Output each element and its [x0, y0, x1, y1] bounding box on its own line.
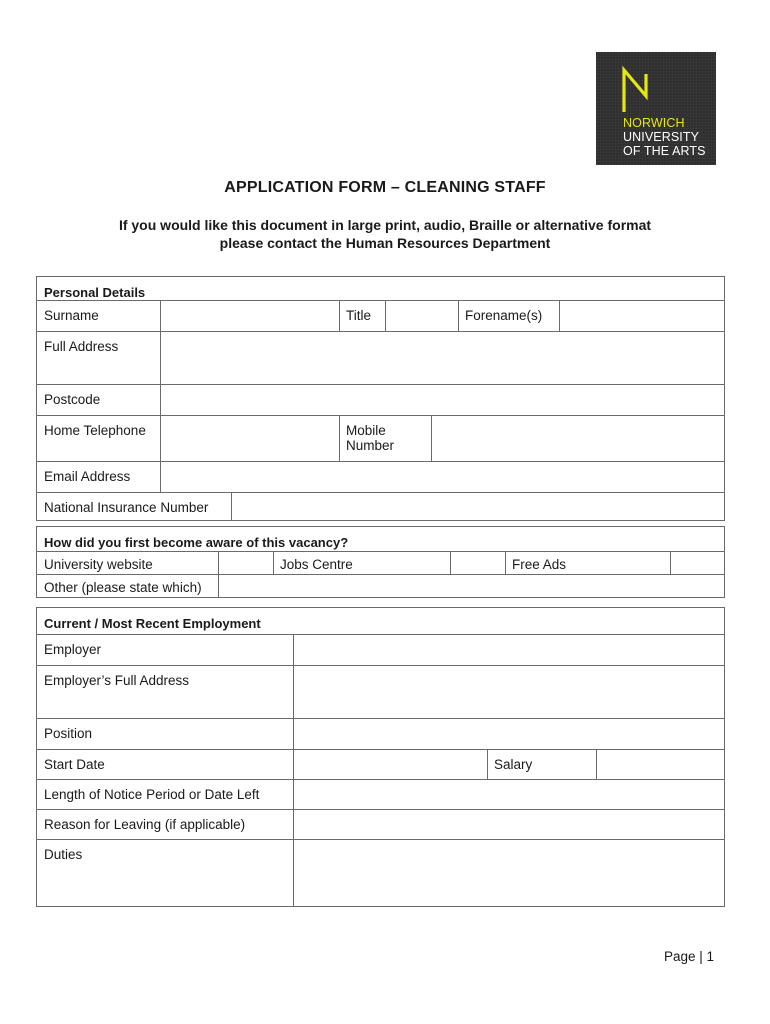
other-source-field[interactable] — [219, 575, 724, 597]
salary-field[interactable] — [597, 750, 724, 779]
ni-number-label: National Insurance Number — [44, 500, 209, 515]
logo-line-2: UNIVERSITY — [623, 130, 700, 144]
salary-label: Salary — [494, 757, 533, 772]
mobile-label-line-2: Number — [346, 438, 395, 453]
home-telephone-field[interactable] — [161, 416, 339, 461]
postcode-label: Postcode — [44, 392, 101, 407]
option-free-ads-label: Free Ads — [512, 557, 567, 572]
accessibility-note-line-1: If you would like this document in large print, audio, Braille or alternative format — [118, 217, 652, 233]
other-source-label: Other (please state which) — [44, 580, 202, 595]
page-title: APPLICATION FORM – CLEANING STAFF — [224, 179, 546, 196]
accessibility-note-line-2: please contact the Human Resources Department — [219, 235, 551, 251]
full-address-field[interactable] — [161, 332, 724, 384]
notice-period-field[interactable] — [294, 780, 724, 809]
ni-number-field[interactable] — [232, 493, 724, 520]
duties-field[interactable] — [294, 840, 724, 906]
reason-for-leaving-field[interactable] — [294, 810, 724, 839]
surname-label: Surname — [44, 308, 99, 323]
title-label: Title — [346, 308, 372, 323]
position-label: Position — [44, 726, 93, 741]
reason-for-leaving-label: Reason for Leaving (if applicable) — [44, 817, 246, 832]
section-heading: Personal Details — [44, 285, 146, 300]
home-telephone-label: Home Telephone — [44, 423, 146, 438]
personal-details-section — [36, 276, 725, 521]
option-university-website-label: University website — [44, 557, 153, 572]
logo-line-3: OF THE ARTS — [623, 144, 706, 158]
postcode-field[interactable] — [161, 385, 724, 415]
university-logo — [596, 52, 716, 165]
forenames-field[interactable] — [560, 301, 724, 331]
logo-line-1: NORWICH — [623, 116, 685, 130]
section-heading: Current / Most Recent Employment — [44, 616, 261, 631]
full-address-label: Full Address — [44, 339, 119, 354]
start-date-label: Start Date — [44, 757, 105, 772]
option-jobs-centre-label: Jobs Centre — [280, 557, 353, 572]
surname-field[interactable] — [161, 301, 339, 331]
section-heading: How did you first become aware of this vacancy? — [44, 535, 349, 550]
employer-label: Employer — [44, 642, 102, 657]
free-ads-checkbox[interactable] — [671, 552, 724, 574]
mobile-number-label — [339, 416, 394, 453]
forenames-label: Forename(s) — [465, 308, 543, 323]
page-number: Page | 1 — [663, 949, 714, 964]
employer-address-label: Employer’s Full Address — [44, 673, 190, 688]
vacancy-source-section — [36, 526, 725, 598]
start-date-field[interactable] — [294, 750, 487, 779]
position-field[interactable] — [294, 719, 724, 749]
mobile-label-line-1: Mobile — [346, 423, 386, 438]
email-label: Email Address — [44, 469, 131, 484]
mobile-number-field[interactable] — [432, 416, 724, 461]
university-website-checkbox[interactable] — [219, 552, 273, 574]
n-mark-icon — [606, 60, 666, 118]
accessibility-note — [0, 216, 770, 252]
employer-address-field[interactable] — [294, 666, 724, 718]
logo-wordmark — [623, 116, 706, 158]
duties-label: Duties — [44, 847, 83, 862]
jobs-centre-checkbox[interactable] — [451, 552, 505, 574]
email-field[interactable] — [161, 462, 724, 492]
title-field[interactable] — [386, 301, 458, 331]
employment-section — [36, 607, 725, 907]
employer-field[interactable] — [294, 635, 724, 665]
notice-period-label: Length of Notice Period or Date Left — [44, 787, 260, 802]
